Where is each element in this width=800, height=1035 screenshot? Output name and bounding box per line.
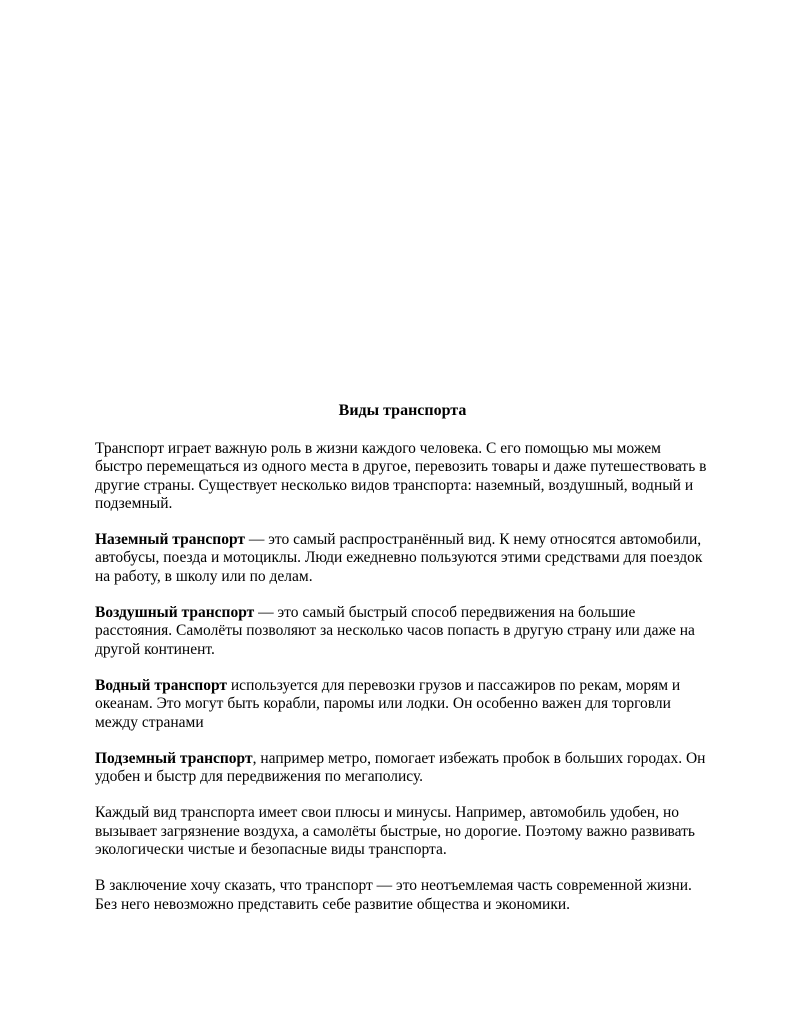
intro-paragraph: Транспорт играет важную роль в жизни каждого человека. С его помощью мы можем быстро перемещаться из одного места в другое, перевозить товары и даже путешествовать в другие страны. Существует несколько видов транспорта: наземный, воздушный, водный и подземный.	[95, 440, 707, 512]
section-text: — это самый распространённый вид. К нему относятся автомобили, автобусы, поезда и мотоциклы. Люди ежедневно пользуются этими средствами для поездок на работу, в школу или по делам.	[95, 531, 703, 585]
conclusion-paragraph: В заключение хочу сказать, что транспорт — это неотъемлемая часть современной жизни. Без него невозможно представить себе развитие общества и экономики.	[95, 877, 692, 913]
section-water-transport	[95, 677, 710, 732]
section-term: Подземный транспорт	[95, 749, 253, 767]
document-title: Виды транспорта	[338, 402, 467, 419]
section-underground-transport	[95, 750, 710, 787]
section-text: , например метро, помогает избежать пробок в больших городах. Он удобен и быстр для передвижения по мегаполису.	[95, 749, 706, 786]
section-term: Воздушный транспорт	[95, 604, 255, 622]
section-term: Водный транспорт	[95, 676, 228, 694]
section-text: — это самый быстрый способ передвижения на большие расстояния. Самолёты позволяют за несколько часов попасть в другую страну или даже на другой континент.	[95, 604, 695, 658]
section-text: используется для перевозки грузов и пассажиров по рекам, морям и океанам. Это могут быть корабли, паромы или лодки. Он особенно важен для торговли между странами	[95, 676, 681, 731]
document-page	[95, 402, 710, 932]
section-air-transport	[95, 604, 710, 659]
section-term: Наземный транспорт	[95, 531, 246, 549]
section-ground-transport	[95, 531, 710, 586]
pros-cons-paragraph: Каждый вид транспорта имеет свои плюсы и минусы. Например, автомобиль удобен, но вызывает загрязнение воздуха, а самолёты быстрые, но дорогие. Поэтому важно развивать экологически чистые и безопасные виды транспорта.	[95, 804, 695, 859]
